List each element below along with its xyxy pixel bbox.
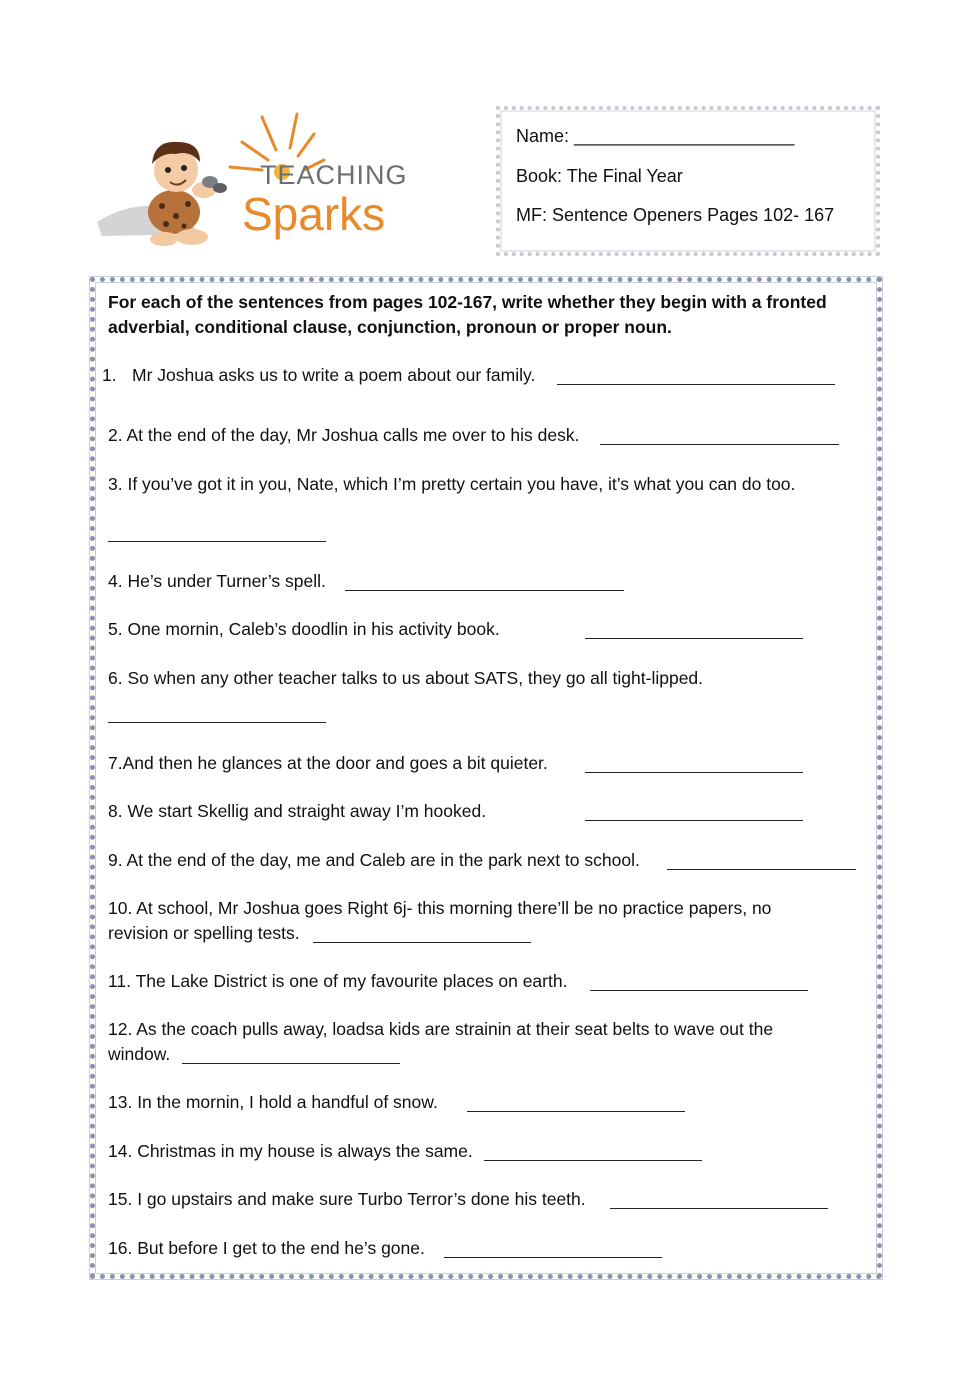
answer-line-5[interactable]	[585, 638, 803, 639]
answer-line-14[interactable]	[484, 1160, 702, 1161]
answer-line-8[interactable]	[585, 820, 803, 821]
answer-line-10[interactable]	[313, 942, 531, 943]
caveman-mascot-icon	[92, 112, 462, 257]
answer-line-1[interactable]	[557, 384, 835, 385]
answer-line-4[interactable]	[345, 590, 624, 591]
question-5: 5. One mornin, Caleb’s doodlin in his activity book.	[108, 619, 500, 639]
answer-line-16[interactable]	[444, 1257, 662, 1258]
answer-line-2[interactable]	[600, 444, 839, 445]
question-16: 16. But before I get to the end he’s gone.	[108, 1238, 425, 1258]
answer-line-7[interactable]	[585, 772, 803, 773]
question-1: Mr Joshua asks us to write a poem about our family.	[132, 365, 536, 385]
brand-text-teaching: TEACHING	[260, 160, 408, 190]
question-3: 3. If you’ve got it in you, Nate, which I’m pretty certain you have, it’s what you can do too.	[108, 474, 796, 494]
question-6: 6. So when any other teacher talks to us about SATS, they go all tight-lipped.	[108, 668, 704, 688]
student-info-box	[496, 106, 880, 256]
question-12: 12. As the coach pulls away, loadsa kids are strainin at their seat belts to wave out the window.	[108, 1019, 774, 1064]
question-8: 8. We start Skellig and straight away I’m hooked.	[108, 801, 487, 821]
answer-line-6[interactable]	[108, 722, 326, 723]
answer-line-15[interactable]	[610, 1208, 828, 1209]
name-field[interactable]: Name: ______________________	[516, 126, 795, 146]
question-10: 10. At school, Mr Joshua goes Right 6j- this morning there’ll be no practice papers, no revision or spelling tests.	[108, 898, 772, 943]
answer-line-9[interactable]	[667, 869, 856, 870]
question-11: 11. The Lake District is one of my favourite places on earth.	[108, 971, 568, 991]
question-2: 2. At the end of the day, Mr Joshua calls me over to his desk.	[108, 425, 580, 445]
question-13: 13. In the mornin, I hold a handful of snow.	[108, 1092, 438, 1112]
question-1-number: 1.	[102, 365, 117, 385]
question-4: 4. He’s under Turner’s spell.	[108, 571, 326, 591]
answer-line-12[interactable]	[182, 1063, 400, 1064]
question-15: 15. I go upstairs and make sure Turbo Terror’s done his teeth.	[108, 1189, 586, 1209]
book-title: Book: The Final Year	[516, 166, 683, 186]
question-9: 9. At the end of the day, me and Caleb are in the park next to school.	[108, 850, 640, 870]
worksheet-subject: MF: Sentence Openers Pages 102- 167	[516, 205, 835, 225]
teaching-sparks-logo	[92, 112, 462, 257]
answer-line-3[interactable]	[108, 541, 326, 542]
answer-line-13[interactable]	[467, 1111, 685, 1112]
brand-text-sparks: Sparks	[242, 188, 386, 240]
question-14: 14. Christmas in my house is always the same.	[108, 1141, 473, 1161]
question-7: 7.And then he glances at the door and goes a bit quieter.	[108, 753, 548, 773]
instructions: For each of the sentences from pages 102-167, write whether they begin with a fronted adverbial, conditional clause, conjunction, pronoun or proper noun.	[108, 292, 827, 337]
answer-line-11[interactable]	[590, 990, 808, 991]
